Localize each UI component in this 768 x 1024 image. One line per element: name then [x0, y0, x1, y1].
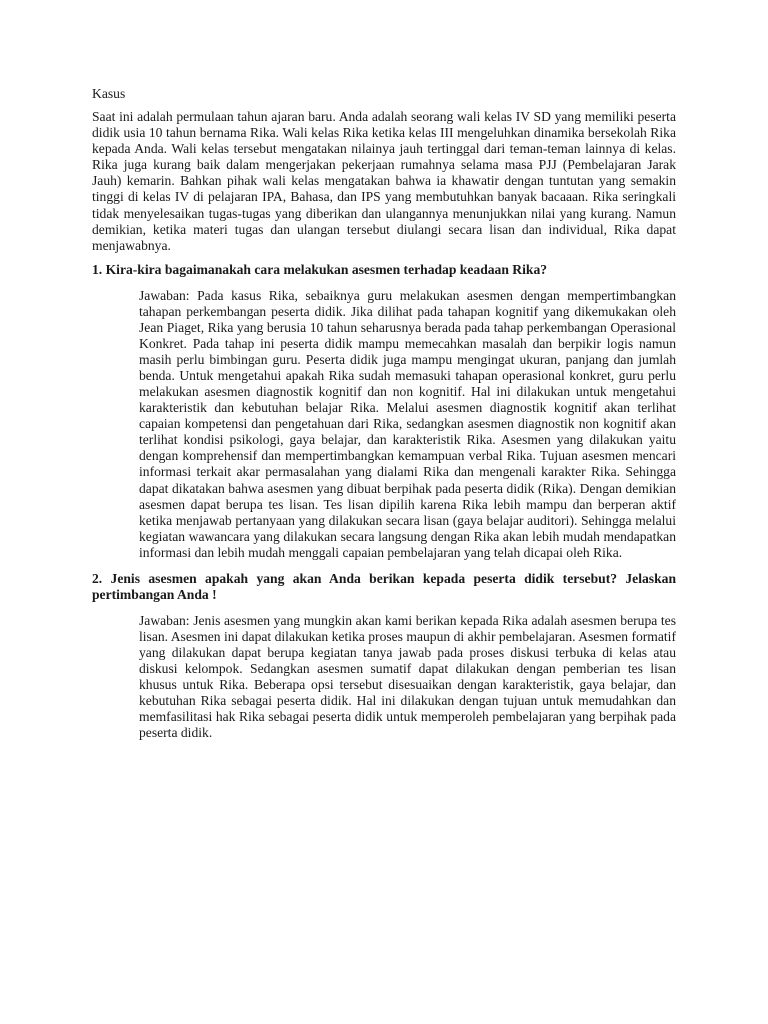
case-paragraph: Saat ini adalah permulaan tahun ajaran baru. Anda adalah seorang wali kelas IV SD yang memiliki peserta didik usia 10 tahun bernama Rika. Wali kelas Rika ketika kelas III mengeluhkan dinamika bersekolah Rika kepada Anda. Wali kelas tersebut mengatakan nilainya jauh tertinggal dari teman-teman lainnya di kelas. Rika juga kurang baik dalam mengerjakan pekerjaan rumahnya selama masa PJJ (Pembelajaran Jarak Jauh) kemarin. Bahkan pihak wali kelas mengatakan bahwa ia khawatir dengan tuntutan yang semakin tinggi di kelas IV di pelajaran IPA, Bahasa, dan IPS yang membutuhkan banyak bacaaan. Rika seringkali tidak menyelesaikan tugas-tugas yang diberikan dan ulangannya menunjukkan nilai yang kurang. Namun demikian, ketika materi tugas dan ulangan tersebut diulangi secara lisan dan individual, Rika dapat menjawabnya. [92, 109, 676, 253]
answer-2: Jawaban: Jenis asesmen yang mungkin akan kami berikan kepada Rika adalah asesmen berupa tes lisan. Asesmen ini dapat dilakukan ketika proses maupun di akhir pembelajaran. Asesmen formatif yang dilakukan dapat berupa kegiatan tanya jawab pada proses diskusi terbuka di kelas atau diskusi kelompok. Sedangkan asesmen sumatif dapat dilakukan dengan pemberian tes lisan khusus untuk Rika. Beberapa opsi tersebut disesuaikan dengan karakteristik, gaya belajar, dan kebutuhan Rika sebagai peserta didik. Hal ini dilakukan dengan tujuan untuk memudahkan dan memfasilitasi hak Rika sebagai peserta didik untuk memperoleh pembelajaran yang berpihak pada peserta didik. [139, 612, 676, 741]
document-heading: Kasus [92, 86, 126, 101]
answer-1: Jawaban: Pada kasus Rika, sebaiknya guru melakukan asesmen dengan mempertimbangkan tahapan perkembangan peserta didik. Jika dilihat pada tahapan kognitif yang dikemukakan oleh Jean Piaget, Rika yang berusia 10 tahun seharusnya berada pada tahap perkembangan Operasional Konkret. Pada tahap ini peserta didik mampu memecahkan masalah dan berpikir logis namun masih perlu bimbingan guru. Peserta didik juga mampu mengingat ukuran, panjang dan jumlah benda. Untuk mengetahui apakah Rika sudah memasuki tahapan operasional konkret, guru perlu melakukan asesmen diagnostik kognitif dan non kognitif. Hal ini dilakukan untuk mengetahui karakteristik dan kebutuhan belajar Rika. Melalui asesmen diagnostik kognitif akan terlihat capaian kompetensi dan pengetahuan dari Rika, sedangkan asesmen diagnostik non kognitif akan terlihat kondisi psikologi, gaya belajar, dan karakteristik Rika. Asesmen yang dilakukan yaitu dengan komprehensif dan mempertimbangkan kemampuan verbal Rika. Tujuan asesmen mencari informasi terkait akar permasalahan yang dialami Rika dan mengenali karakter Rika. Sehingga dapat dikatakan bahwa asesmen yang dibuat berpihak pada peserta didik (Rika). Dengan demikian asesmen dapat berupa tes lisan. Tes lisan dipilih karena Rika lebih mampu dan berperan aktif ketika menjawab pertanyaan yang dilakukan secara lisan (gaya belajar auditori). Sehingga melalui kegiatan wawancara yang dilakukan secara langsung dengan Rika akan lebih mudah mendapatkan informasi dan lebih mudah menggali capaian pembelajaran yang telah dicapai oleh Rika. [139, 287, 676, 560]
question-1: 1. Kira-kira bagaimanakah cara melakukan asesmen terhadap keadaan Rika? [92, 261, 548, 277]
question-2: 2. Jenis asesmen apakah yang akan Anda berikan kepada peserta didik tersebut? Jelaskan pertimbangan Anda ! [92, 570, 676, 602]
